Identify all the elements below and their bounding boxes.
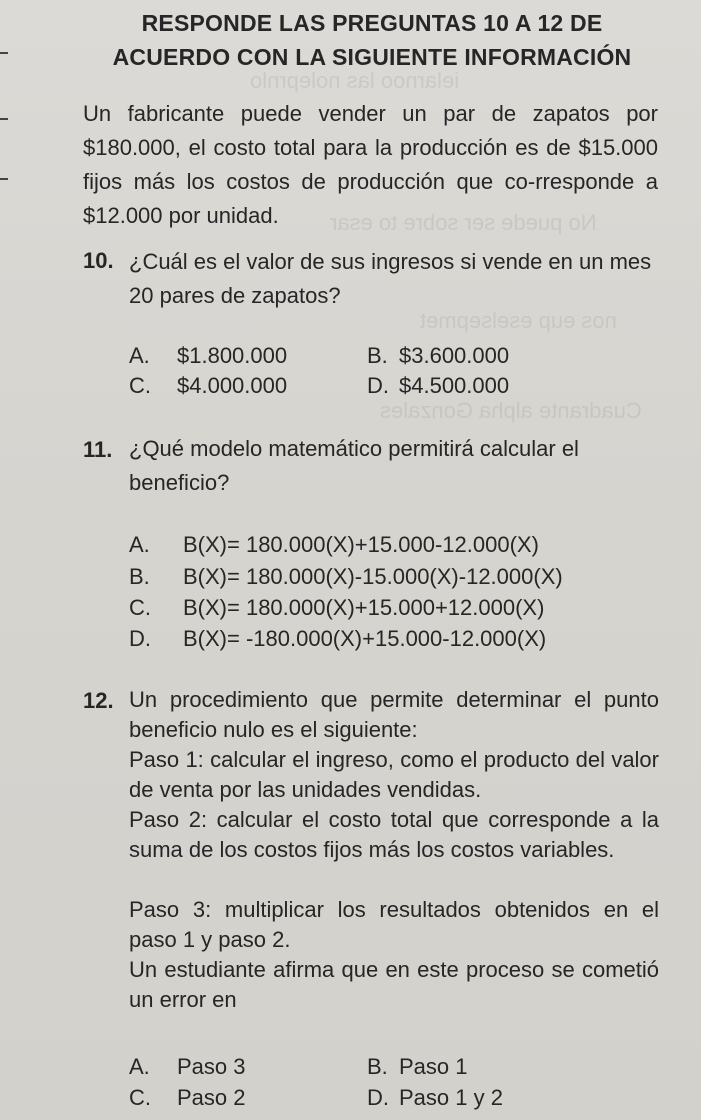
option-letter: D. bbox=[129, 626, 151, 651]
intro-paragraph: Un fabricante puede vender un par de zapatos por $180.000, el costo total para la producción es de $15.000 fijos más los costos de producción que co-rresponde a $12.000 por unidad. bbox=[83, 101, 658, 228]
q11-option-a[interactable] bbox=[129, 530, 539, 560]
option-text: Paso 1 y 2 bbox=[399, 1085, 503, 1110]
option-letter: A. bbox=[129, 343, 150, 368]
q10-option-c[interactable] bbox=[129, 371, 287, 401]
option-letter: C. bbox=[129, 1085, 151, 1110]
option-text: Paso 3 bbox=[177, 1054, 246, 1079]
q12-step-2: Paso 2: calcular el costo total que corresponde a la suma de los costos fijos más los costos variables. bbox=[129, 807, 659, 862]
option-letter: D. bbox=[367, 373, 389, 398]
q12-step-1: Paso 1: calcular el ingreso, como el producto del valor de venta por las unidades vendidas. bbox=[129, 747, 659, 802]
option-letter: B. bbox=[367, 343, 388, 368]
question-10-number: 10. bbox=[83, 248, 114, 273]
option-letter: C. bbox=[129, 373, 151, 398]
option-text: $3.600.000 bbox=[399, 343, 510, 368]
question-10-text: ¿Cuál es el valor de sus ingresos si vende en un mes 20 pares de zapatos? bbox=[129, 249, 652, 308]
q10-option-b[interactable] bbox=[367, 341, 509, 371]
option-text: $1.800.000 bbox=[177, 343, 288, 368]
option-text: B(X)= -180.000(X)+15.000-12.000(X) bbox=[183, 626, 547, 651]
show-through-text: nos eup eselsepmet bbox=[420, 308, 617, 333]
q12-claim: Un estudiante afirma que en este proceso se cometió un error en bbox=[129, 957, 659, 1012]
page-edge-mark bbox=[0, 52, 8, 54]
option-text: B(X)= 180.000(X)+15.000+12.000(X) bbox=[183, 595, 545, 620]
question-12-text: Un procedimiento que permite determinar el punto beneficio nulo es el siguiente: bbox=[129, 687, 659, 742]
option-text: B(X)= 180.000(X)-15.000(X)-12.000(X) bbox=[183, 564, 563, 589]
option-letter: A. bbox=[129, 1054, 150, 1079]
question-11-text: ¿Qué modelo matemático permitirá calcular el beneficio? bbox=[129, 436, 579, 495]
q11-option-b[interactable] bbox=[129, 562, 563, 592]
option-text: Paso 2 bbox=[177, 1085, 246, 1110]
q12-option-d[interactable] bbox=[367, 1083, 503, 1113]
q10-option-a[interactable] bbox=[129, 341, 287, 371]
option-letter: A. bbox=[129, 532, 150, 557]
q12-step-3: Paso 3: multiplicar los resultados obtenidos en el paso 1 y paso 2. bbox=[129, 897, 659, 952]
q10-option-d[interactable] bbox=[367, 371, 509, 401]
option-text: $4.500.000 bbox=[399, 373, 510, 398]
option-letter: B. bbox=[129, 564, 150, 589]
q11-option-d[interactable] bbox=[129, 624, 546, 654]
header-line-2: ACUERDO CON LA SIGUIENTE INFORMACIÓN bbox=[112, 44, 632, 70]
page-edge-mark bbox=[0, 178, 8, 180]
question-11-number: 11. bbox=[83, 437, 113, 462]
q12-option-c[interactable] bbox=[129, 1083, 246, 1113]
show-through-text: ielarnoo las noleprnlo bbox=[250, 68, 460, 93]
question-12-number: 12. bbox=[83, 688, 114, 713]
option-text: $4.000.000 bbox=[177, 373, 288, 398]
q12-option-b[interactable] bbox=[367, 1052, 468, 1082]
page-edge-mark bbox=[0, 118, 8, 120]
option-letter: D. bbox=[367, 1085, 389, 1110]
option-letter: B. bbox=[367, 1054, 388, 1079]
q11-option-c[interactable] bbox=[129, 593, 544, 623]
option-text: Paso 1 bbox=[399, 1054, 468, 1079]
header-line-1: RESPONDE LAS PREGUNTAS 10 A 12 DE bbox=[141, 10, 603, 36]
option-text: B(X)= 180.000(X)+15.000-12.000(X) bbox=[183, 532, 539, 557]
show-through-text: Cuadrante alpha Gonzales bbox=[380, 398, 642, 423]
show-through-text: No puede ser sobre to esar bbox=[330, 210, 597, 235]
q12-option-a[interactable] bbox=[129, 1052, 246, 1082]
section-header bbox=[72, 6, 672, 74]
option-letter: C. bbox=[129, 595, 151, 620]
